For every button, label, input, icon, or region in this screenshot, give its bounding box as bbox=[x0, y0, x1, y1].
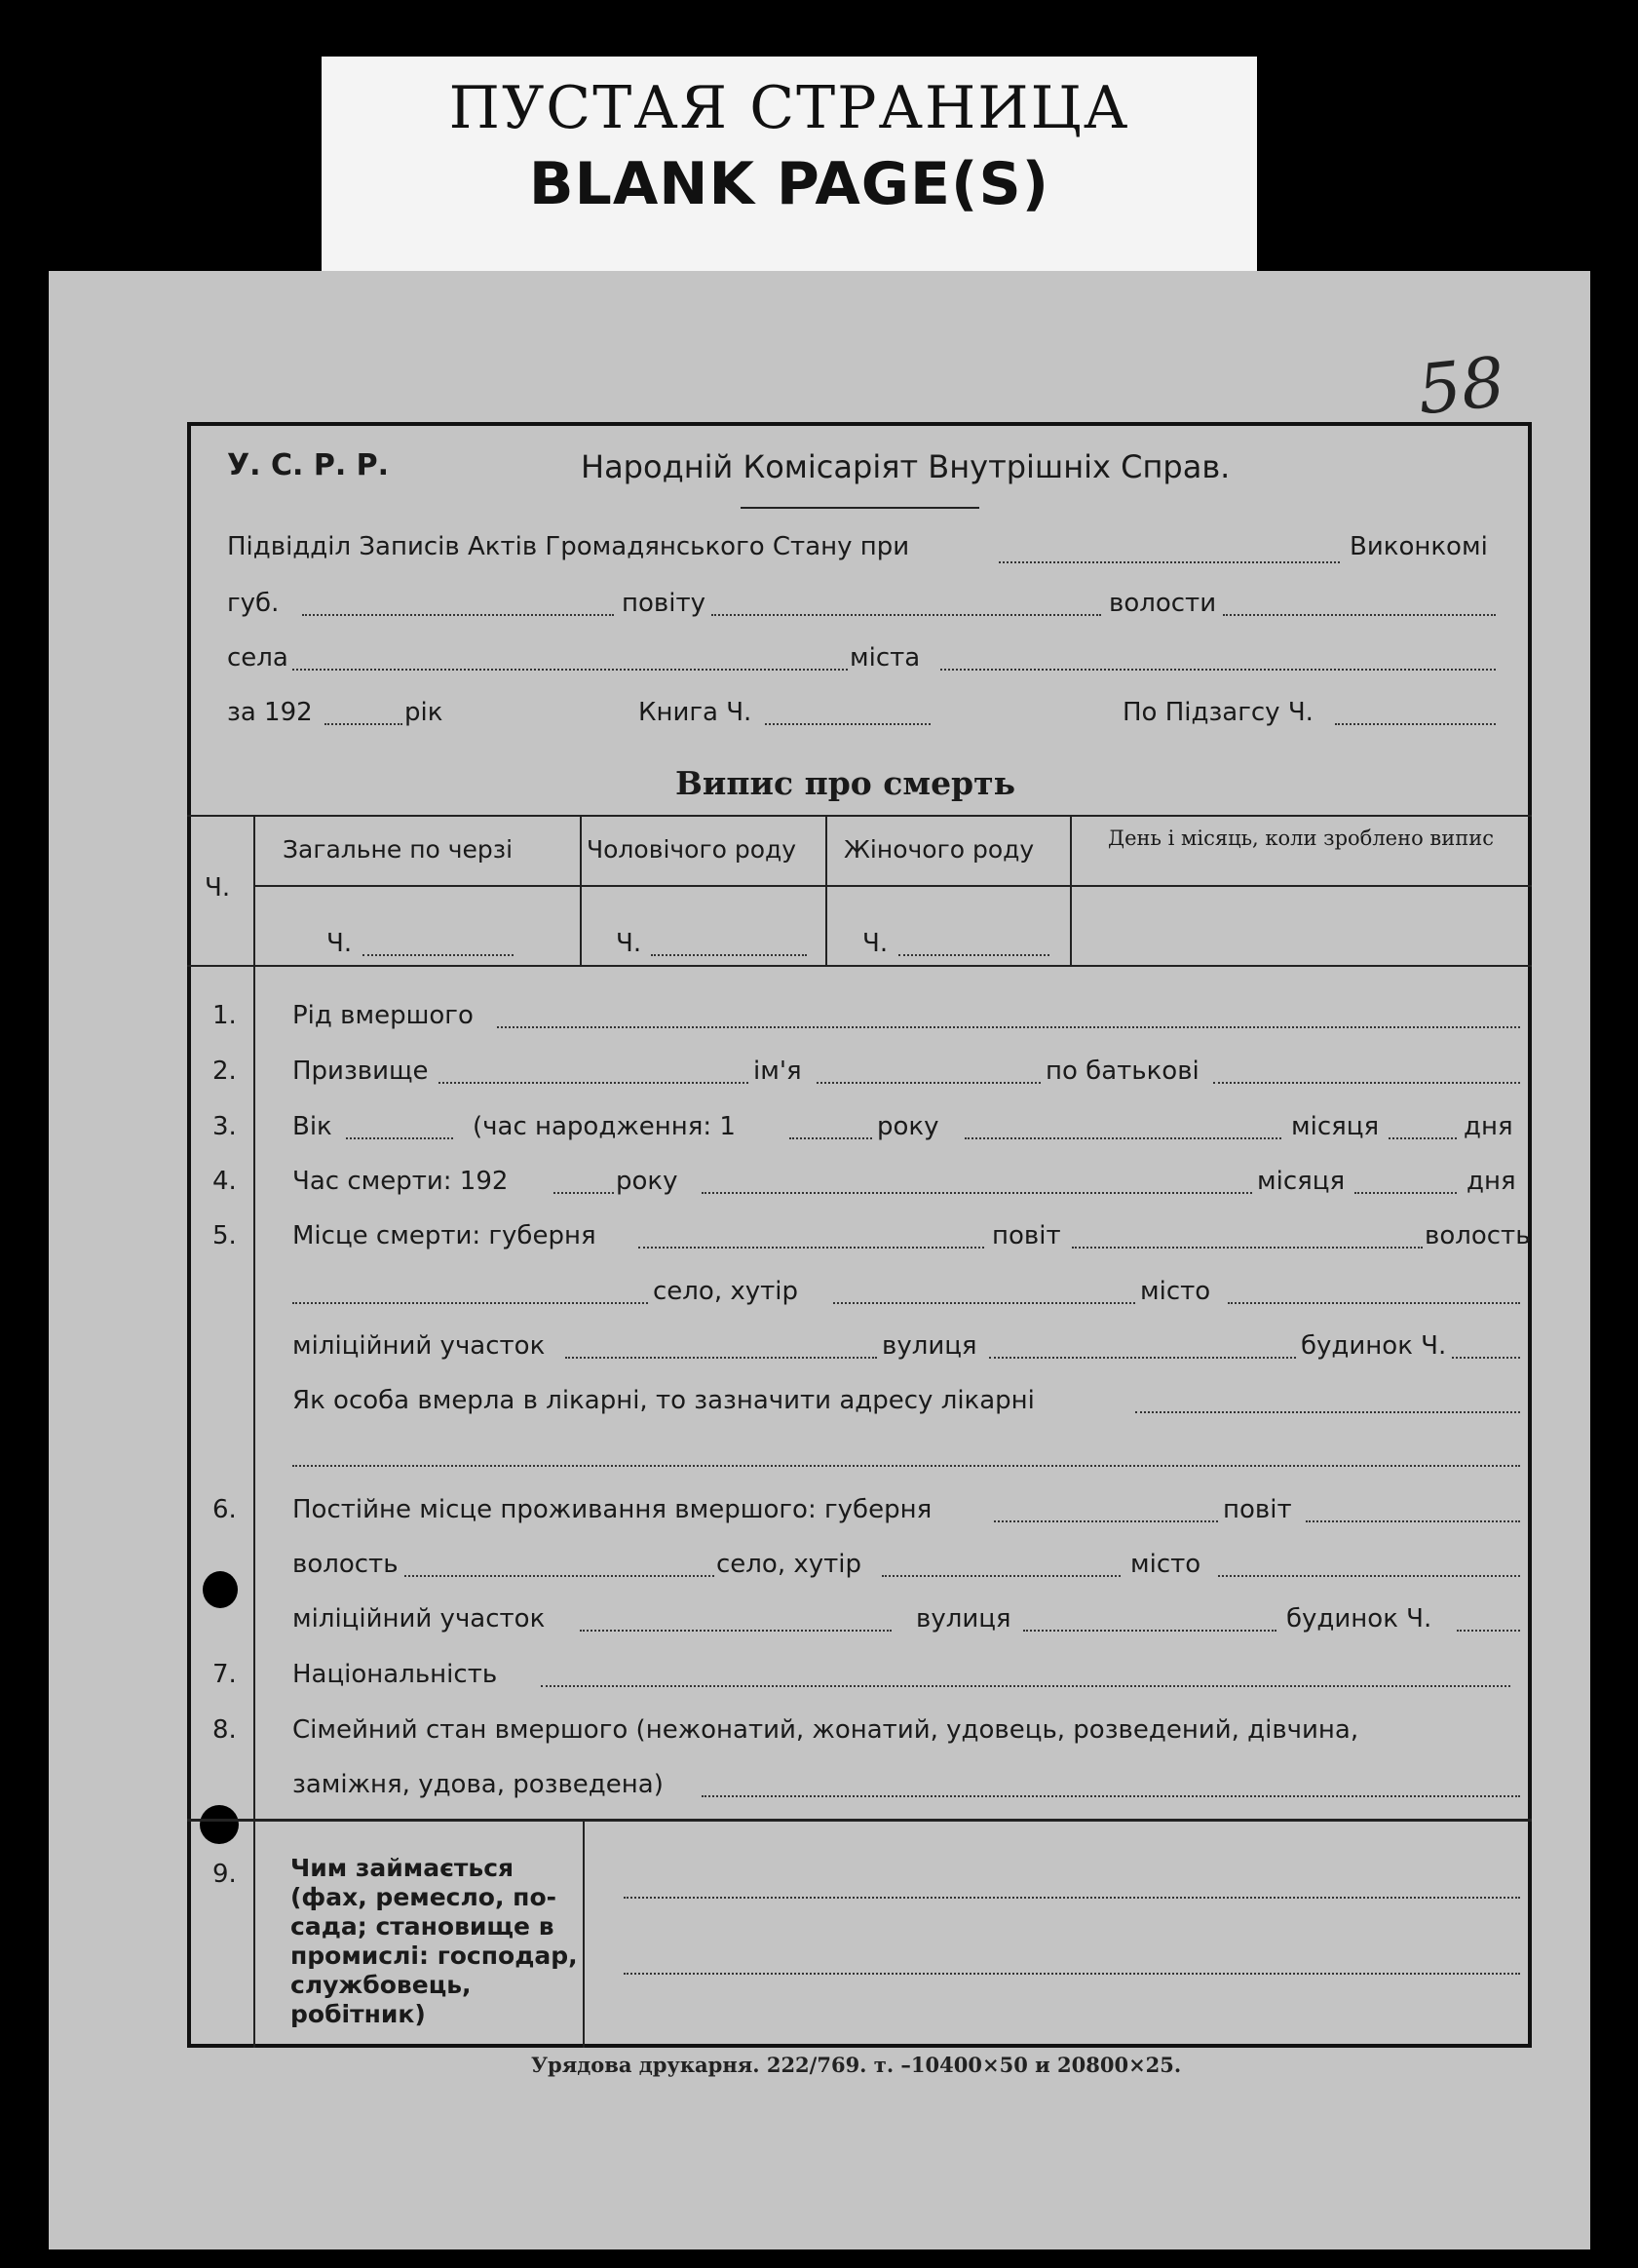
female-ch: Ч. bbox=[862, 929, 889, 958]
row9-divider bbox=[583, 1819, 585, 2048]
field-line bbox=[965, 1137, 1281, 1139]
gub-label: губ. bbox=[227, 589, 280, 618]
field-line bbox=[1023, 1630, 1276, 1632]
birth-day-label: дня bbox=[1464, 1112, 1513, 1141]
subdept-label: Підвідділ Записів Актів Громадянського Стану при bbox=[227, 532, 910, 561]
residence-street-label: вулиця bbox=[916, 1604, 1011, 1634]
field-line bbox=[497, 1026, 1520, 1028]
year-label: за 192 bbox=[227, 698, 313, 727]
republic-label: У. С. Р. Р. bbox=[227, 448, 390, 482]
city-label: місто bbox=[1140, 1277, 1211, 1306]
field-line bbox=[292, 669, 848, 671]
ministry-title: Народній Комісаріят Внутрішніх Справ. bbox=[581, 448, 1231, 485]
death-place-label: Місце смерти: губерня bbox=[292, 1221, 596, 1250]
death-year-label: року bbox=[616, 1167, 678, 1196]
birth-year-label: року bbox=[877, 1112, 939, 1141]
patronymic-label: по батькові bbox=[1046, 1057, 1200, 1086]
num-header: Ч. bbox=[205, 873, 231, 903]
marital-status-label-cont: заміжня, удова, розведена) bbox=[292, 1770, 664, 1799]
volosti-label: волости bbox=[1109, 589, 1217, 618]
residence-volost-label: волость bbox=[292, 1550, 399, 1579]
field-line bbox=[1452, 1357, 1520, 1359]
residence-povit-label: повіт bbox=[1223, 1495, 1292, 1524]
residence-police-label: міліційний участок bbox=[292, 1604, 546, 1634]
field-line bbox=[1213, 1082, 1520, 1084]
male-ch: Ч. bbox=[616, 929, 642, 958]
table-head-bottom-line bbox=[187, 965, 1532, 967]
birth-month-label: місяця bbox=[1291, 1112, 1380, 1141]
row-number: 5. bbox=[212, 1221, 237, 1250]
field-line bbox=[362, 954, 514, 956]
field-line bbox=[1306, 1520, 1520, 1522]
field-line bbox=[346, 1137, 453, 1139]
field-line bbox=[302, 614, 614, 616]
povit-label: повіт bbox=[992, 1221, 1061, 1250]
field-line bbox=[817, 1082, 1041, 1084]
row9-top-line bbox=[187, 1819, 1532, 1822]
book-label: Книга Ч. bbox=[638, 698, 752, 727]
nationality-label: Національність bbox=[292, 1660, 498, 1689]
col-divider bbox=[1070, 815, 1072, 965]
field-line bbox=[324, 723, 402, 725]
death-month-label: місяця bbox=[1257, 1167, 1346, 1196]
occupation-label bbox=[290, 1854, 583, 2029]
stamp-russian: ПУСТАЯ СТРАНИЦА bbox=[448, 74, 1130, 142]
hospital-label: Як особа вмерла в лікарні, то зазначити адресу лікарні bbox=[292, 1386, 1035, 1415]
field-line bbox=[565, 1357, 877, 1359]
police-district-label: міліційний участок bbox=[292, 1331, 546, 1361]
female-header: Жіночого роду bbox=[844, 835, 1035, 864]
field-line bbox=[624, 1897, 1520, 1899]
surname-label: Призвище bbox=[292, 1057, 429, 1086]
field-line bbox=[541, 1685, 1510, 1687]
field-line bbox=[994, 1520, 1218, 1522]
field-line bbox=[711, 614, 1101, 616]
row-number: 7. bbox=[212, 1660, 237, 1689]
field-line bbox=[789, 1137, 872, 1139]
field-line bbox=[292, 1465, 1520, 1467]
document-title: Випис про смерть bbox=[675, 764, 1015, 802]
residence-label: Постійне місце проживання вмершого: губерня bbox=[292, 1495, 933, 1524]
row1-label: Рід вмершого bbox=[292, 1001, 474, 1030]
year-suffix: рік bbox=[404, 698, 443, 727]
field-line bbox=[1354, 1192, 1457, 1194]
house-label: будинок Ч. bbox=[1301, 1331, 1447, 1361]
residence-city-label: місто bbox=[1130, 1550, 1201, 1579]
field-line bbox=[1335, 723, 1496, 725]
name-label: ім'я bbox=[753, 1057, 802, 1086]
field-line bbox=[940, 669, 1496, 671]
stamp-english: BLANK PAGE(S) bbox=[528, 150, 1050, 218]
row-number: 2. bbox=[212, 1057, 237, 1086]
birth-label: (час народження: 1 bbox=[473, 1112, 736, 1141]
village-label: село, хутір bbox=[653, 1277, 798, 1306]
field-line bbox=[292, 1302, 648, 1304]
field-line bbox=[1218, 1575, 1520, 1577]
col-divider bbox=[825, 815, 827, 965]
field-line bbox=[898, 954, 1049, 956]
field-line bbox=[1072, 1247, 1423, 1249]
field-line bbox=[1457, 1630, 1520, 1632]
field-line bbox=[833, 1302, 1135, 1304]
field-line bbox=[1389, 1137, 1457, 1139]
field-line bbox=[438, 1082, 748, 1084]
field-line bbox=[702, 1192, 1252, 1194]
row-number: 9. bbox=[212, 1860, 237, 1889]
col-divider bbox=[580, 815, 582, 965]
sela-label: села bbox=[227, 643, 288, 673]
death-time-label: Час смерти: 192 bbox=[292, 1167, 509, 1196]
residence-house-label: будинок Ч. bbox=[1286, 1604, 1432, 1634]
occupation-line: сада; становище в bbox=[290, 1912, 554, 1941]
field-line bbox=[1135, 1411, 1520, 1413]
row-number: 4. bbox=[212, 1167, 237, 1196]
field-line bbox=[553, 1192, 614, 1194]
head-mid-line bbox=[253, 885, 1532, 887]
executive-committee-label: Виконкомі bbox=[1350, 532, 1488, 561]
row-number: 8. bbox=[212, 1715, 237, 1745]
title-underline bbox=[741, 507, 979, 509]
marital-status-label: Сімейний стан вмершого (нежонатий, жонатий, удовець, розведений, дівчина, bbox=[292, 1715, 1359, 1745]
row-number: 3. bbox=[212, 1112, 237, 1141]
field-line bbox=[404, 1575, 714, 1577]
field-line bbox=[882, 1575, 1121, 1577]
field-line bbox=[580, 1630, 892, 1632]
field-line bbox=[624, 1973, 1520, 1975]
mista-label: міста bbox=[850, 643, 921, 673]
field-line bbox=[638, 1247, 984, 1249]
page-number: 58 bbox=[1413, 341, 1509, 431]
date-issued-header: День і місяць, коли зроблено випис bbox=[1108, 826, 1494, 850]
printer-footer: Урядова друкарня. 222/769. т. –10400×50 и 20800×25. bbox=[531, 2053, 1182, 2077]
field-line bbox=[702, 1795, 1520, 1797]
occupation-line: промислі: господар, bbox=[290, 1941, 578, 1970]
general-header: Загальне по черзі bbox=[283, 835, 514, 864]
povitu-label: повіту bbox=[622, 589, 705, 618]
field-line bbox=[765, 723, 931, 725]
age-label: Вік bbox=[292, 1112, 332, 1141]
occupation-line: (фах, ремесло, по- bbox=[290, 1883, 556, 1911]
num-column-divider bbox=[253, 815, 255, 2048]
volost-label: волость bbox=[1425, 1221, 1531, 1250]
field-line bbox=[1228, 1302, 1520, 1304]
blank-page-stamp bbox=[322, 57, 1257, 276]
field-line bbox=[989, 1357, 1296, 1359]
general-ch: Ч. bbox=[326, 929, 353, 958]
occupation-line: Чим займається bbox=[290, 1854, 514, 1882]
male-header: Чоловічого роду bbox=[587, 835, 797, 864]
table-top-line bbox=[187, 815, 1532, 817]
death-day-label: дня bbox=[1467, 1167, 1516, 1196]
field-line bbox=[1223, 614, 1496, 616]
residence-village-label: село, хутір bbox=[716, 1550, 861, 1579]
field-line bbox=[651, 954, 807, 956]
row-number: 6. bbox=[212, 1495, 237, 1524]
street-label: вулиця bbox=[882, 1331, 977, 1361]
subzags-label: По Підзагсу Ч. bbox=[1123, 698, 1314, 727]
row-number: 1. bbox=[212, 1001, 237, 1030]
field-line bbox=[999, 561, 1340, 563]
occupation-line: службовець, робітник) bbox=[290, 1971, 472, 2028]
